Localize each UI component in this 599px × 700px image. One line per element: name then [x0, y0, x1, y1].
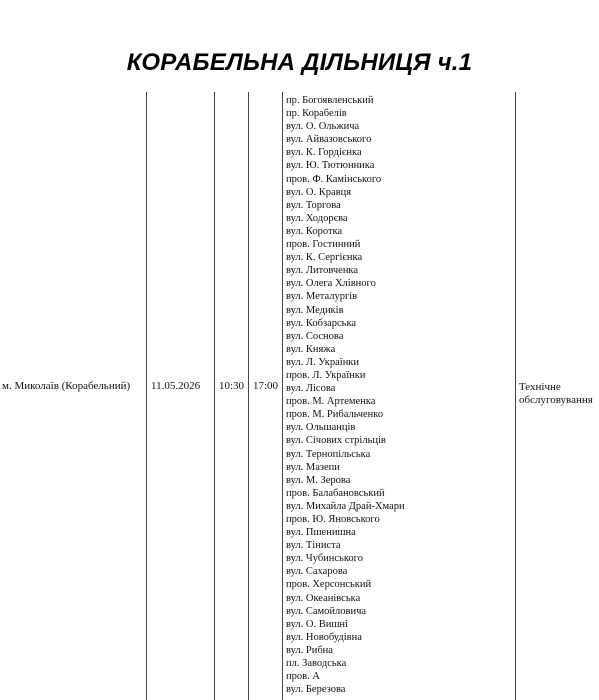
street-item: вул. Айвазовського: [286, 134, 372, 146]
street-item: вул. Пшенишна: [286, 527, 356, 539]
street-item: вул. Олега Хлівного: [286, 278, 376, 290]
street-item: вул. Чубинського: [286, 553, 363, 565]
street-item: вул. Кобзарська: [286, 317, 357, 329]
street-item: вул. О. Кравця: [286, 186, 352, 198]
street-item: вул. Коротка: [286, 225, 343, 237]
street-item: пров. А: [286, 671, 320, 683]
street-item: вул. Березова: [286, 684, 346, 696]
column-divider: [146, 92, 147, 700]
date-cell: 11.05.2026: [151, 380, 201, 392]
column-divider: [515, 92, 516, 700]
street-item: вул. Рибна: [286, 644, 333, 656]
street-item: вул. Ольшанців: [286, 422, 356, 434]
street-item: пров. Ф. Камінського: [286, 173, 382, 185]
street-item: вул. Соснова: [286, 330, 344, 342]
street-item: вул. Новобудівна: [286, 631, 362, 643]
street-item: пров. Балабановський: [286, 487, 385, 499]
street-item: вул. Океанівська: [286, 592, 361, 604]
street-item: вул. Тіниста: [286, 540, 341, 552]
street-item: вул. К. Гордієнка: [286, 147, 362, 159]
street-item: пров. М. Артеменка: [286, 396, 376, 408]
street-item: вул. Сахарова: [286, 566, 348, 578]
street-item: вул. Ю. Тютюнника: [286, 160, 375, 172]
street-item: вул. О. Вишні: [286, 618, 348, 630]
street-item: вул. Л. Українки: [286, 356, 360, 368]
street-item: вул. Тернопільська: [286, 448, 371, 460]
street-item: вул. Самойловича: [286, 605, 367, 617]
street-item: пров. Гостинний: [286, 239, 361, 251]
street-item: пров. Ю. Яновського: [286, 514, 380, 525]
street-item: пр. Корабелів: [286, 108, 347, 120]
street-item: вул. Металургів: [286, 291, 358, 303]
time-end-cell: 17:00: [253, 380, 279, 392]
locality-cell: м. Миколаїв (Корабельний): [2, 380, 131, 392]
street-item: пров. Херсонський: [286, 579, 372, 591]
street-item: вул. Січових стрільців: [286, 435, 386, 447]
street-item: вул. Михайла Драй-Хмари: [286, 500, 405, 512]
street-item: вул. Ходорєва: [286, 212, 348, 224]
street-item: вул. М. Зерова: [286, 474, 351, 486]
street-item: пр. Богоявленський: [286, 95, 374, 106]
street-item: вул. Торгова: [286, 199, 341, 211]
column-divider: [248, 92, 249, 700]
street-item: вул. К. Сергієнка: [286, 252, 363, 264]
column-divider: [282, 92, 283, 700]
street-item: вул. Лісова: [286, 383, 336, 395]
time-start-cell: 10:30: [219, 380, 245, 392]
street-item: пл. Заводська: [286, 658, 347, 670]
street-item: вул. Литовченка: [286, 265, 359, 277]
street-item: пров. Л. Українки: [286, 369, 366, 381]
street-item: пров. М. Рибальченко: [286, 409, 384, 421]
street-item: вул. О. Ольжича: [286, 121, 360, 133]
street-item: вул. Медиків: [286, 304, 344, 316]
page-title: КОРАБЕЛЬНА ДІЛЬНИЦЯ ч.1: [126, 49, 473, 76]
column-divider: [214, 92, 215, 700]
street-list: [286, 94, 514, 696]
street-item: вул. Княжа: [286, 343, 336, 355]
outage-table: [0, 92, 599, 700]
street-item: вул. Мазепи: [286, 461, 340, 473]
reason-cell: Технічне обслуговування: [519, 381, 593, 406]
